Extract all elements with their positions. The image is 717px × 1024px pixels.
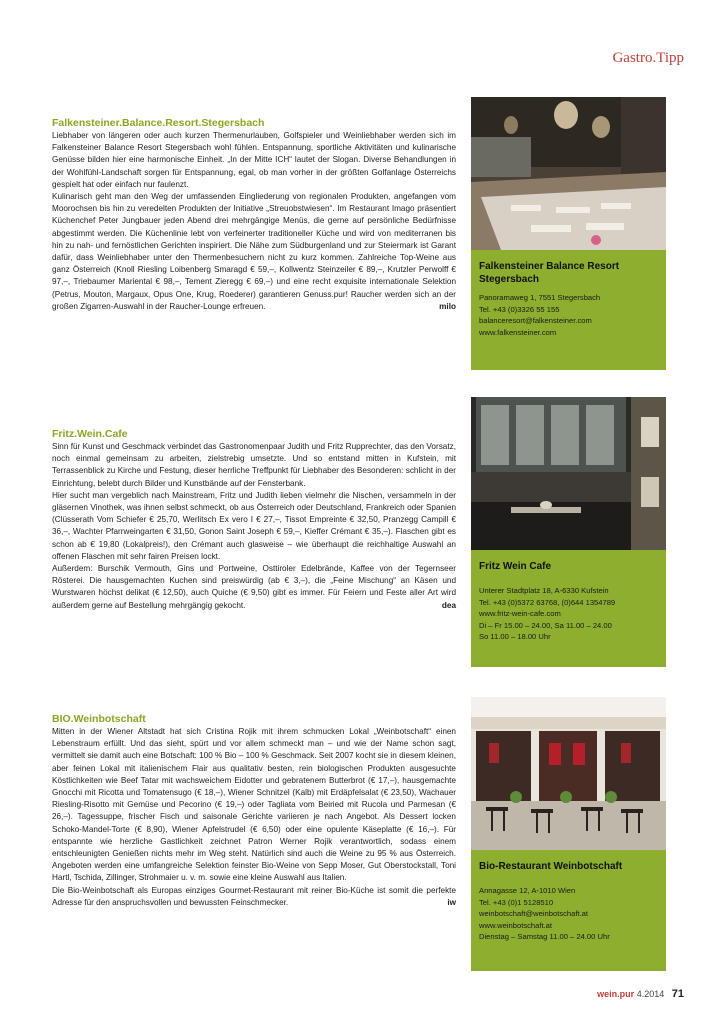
info-box-fritz [471, 397, 666, 667]
author-initials: iw [447, 898, 456, 908]
website-line: www.falkensteiner.com [479, 327, 557, 337]
venue-contact [479, 585, 658, 643]
article-bio-weinbotschaft [52, 713, 456, 909]
article-paragraph: Kulinarisch geht man den Weg der umfassenden Eingliederung von regionalen Produkten, angefangen vom Moorochsen bis hin zu veredelten Produkten der Initiative „Streuobstwiesen“. Im Restaurant Imago präsentiert Küchenchef Peter Jungbauer jeden Abend drei mehrgängige Menüs, die gerne auf persönliche Bedürfnisse abgestimmt werden. Die Küchenlinie lebt von verfeinerter traditioneller Küche und wird von mediterranen bis hin zu nah- und fernöstlichen Gerichten inspiriert. Die Nähe zum Südburgenland und zur Steiermark ist Garant dafür, dass Weinliebhaber unter den Thermenbesuchern nicht zu kurz kommen. Zahlreiche Top-Weine aus ganz Österreich (Knoll Riesling Loibenberg Smaragd € 59,–, Kollwentz Steinzeiler € 89,–, Krutzler Perwolff € 97,–, Triebaumer Mariental € 98,–, Tement Zieregg € 69,–) und eine recht exquisite internationale Selektion (Petrus, Mouton, Margaux, Opus One, Krug, Roederer) garantieren Genuss.pur! Raucher werden sich an der großen Zigarren-Auswahl in der Raucher-Lounge erfreuen. [52, 192, 456, 311]
article-fritz-wein-cafe [52, 428, 456, 612]
photo-illustration [471, 97, 666, 250]
photo-illustration [471, 697, 666, 850]
hours-line: So 11.00 – 18.00 Uhr [479, 632, 551, 642]
hours-line: Dienstag – Samstag 11.00 – 24.00 Uhr [479, 932, 610, 942]
phone-line: Tel. +43 (0)5372 63768, (0)644 1354789 [479, 597, 616, 607]
website-line: www.weinbotschaft.at [479, 920, 553, 930]
article-paragraph: Liebhaber von längeren oder auch kurzen Thermenurlauben, Golfspieler und Weinliebhaber werden sich im Falkensteiner Balance Resort Stegersbach wohl fühlen. Entspannung, sportliche Aktivitäten und kulinarische Genüsse bilden hier eine harmonische Einheit. „In der Mitte ICH“ lautet der Slogan. Diverse Behandlungen in der Wohlfühl-Landschaft sorgen für Entspannung, egal, ob man vorher in der größten Golfanlage Österreichs gespielt hat oder einfach nur faulenzt. [52, 131, 456, 189]
article-body [52, 130, 456, 313]
article-body [52, 726, 456, 909]
info-panel [471, 550, 666, 667]
phone-line: Tel. +43 (0)1 5128510 [479, 897, 554, 907]
website-line: www.fritz-wein-cafe.com [479, 609, 561, 619]
author-initials: dea [441, 600, 456, 610]
article-paragraph: Die Bio-Weinbotschaft als Europas einziges Gourmet-Restaurant mit reiner Bio-Küche ist somit die perfekte Adresse für den anspruchsvollen und bewussten Feinschmecker. [52, 885, 456, 907]
email-line: balanceresort@falkensteiner.com [479, 316, 592, 326]
email-line: weinbotschaft@weinbotschaft.at [479, 909, 589, 919]
article-title: Falkensteiner.Balance.Resort.Stegersbach [52, 117, 265, 129]
info-box-falkensteiner [471, 97, 666, 370]
page-number: 71 [671, 988, 684, 1000]
venue-name: Falkensteiner Balance Resort Stegersbach [479, 261, 620, 285]
restaurant-dining-hall-photo [471, 97, 666, 250]
phone-line: Tel. +43 (0)3326 55 155 [479, 304, 560, 314]
address-line: Annagasse 12, A-1010 Wien [479, 886, 576, 895]
address-line: Panoramaweg 1, 7551 Stegersbach [479, 293, 601, 302]
article-body [52, 441, 456, 612]
section-label: Gastro.Tipp [612, 50, 684, 66]
hours-line: Di – Fr 15.00 – 24.00, Sa 11.00 – 24.00 [479, 620, 612, 630]
info-panel [471, 250, 666, 370]
article-falkensteiner [52, 117, 456, 313]
article-paragraph: Außerdem: Burschik Vermouth, Gins und Portweine, Osttiroler Edelbrände, Kaffee von der Tegernseer Rösterei. Die hausgemachten Kuchen sind preiswürdig (ab € 3,–), die „Feine Mischung“ an Käsen und Wurstwaren höchst delikat (€ 12,50), auch Quiche (€ 9,50) gibt es immer. Für Feiern und Feste aller Art wird außerdem gerne auf Bestellung mehrgängig gekocht. [52, 564, 456, 610]
restaurant-facade-photo [471, 697, 666, 850]
magazine-brand: wein.pur [597, 989, 635, 999]
info-box-weinbotschaft [471, 697, 666, 971]
article-paragraph: Mitten in der Wiener Altstadt hat sich Cristina Rojik mit ihrem schmucken Lokal „Weinbotschaft“ einen Lebenstraum erfüllt. Und das sieht, spürt und vor allem schmeckt man – und wie der Name schon sagt, vermittelt sie damit auch eine Botschaft: 100 % Bio – 100 % Geschmack. Seit 2007 kocht sie in diesem kleinen, aber feinen Lokal mit italienischem Flair aus qualitativ besten, rein biologischen Produkten ausgesuchte Köstlichkeiten wie Beef Tatar mit wachsweichem Eidotter und gebratenem Butterbrot (€ 17,–), hausgemachte Gnocchi mit Ricotta und Tomatensugo (€ 18,–), Wiener Schnitzel (Kalb) mit Erdäpfelsalat (€ 23,50), Wachauer Riesling-Risotto mit Gemüse und Pecorino (€ 19,–) oder Tagliata vom Beiried mit Rucola und Parmesan (€ 26,–). Tagessuppe, frischer Fisch und saisonale Gerichte variieren je nach Angebot. Als Dessert locken Schoko-Mandel-Torte (€ 8,90), Wiener Apfelstrudel (€ 6,50) oder eine opulente Käseplatte (€ 16,–). Für entspannte wie herzliche Gastlichkeit zeichnet Patron Werner Rojik verantwortlich, sodass einem entschleunigten Genießen nichts mehr im Weg steht. Natürlich sind auch die Weine zu 95 % aus Österreich. Angeboten werden eine umfangreiche Selektion feinster Bio-Weine von Sepp Moser, Gut Oberstockstall, Toni Hartl, Tschida, Zillinger, Strohmaier u. v. m. sowie eine kleine Auswahl aus Italien. [52, 727, 456, 883]
venue-contact [479, 885, 658, 943]
address-line: Unterer Stadtplatz 18, A-6330 Kufstein [479, 586, 609, 595]
photo-illustration [471, 397, 666, 550]
article-title: BIO.Weinbotschaft [52, 713, 146, 725]
issue-number: 4.2014 [636, 989, 665, 999]
author-initials: milo [439, 302, 456, 312]
page-footer [597, 988, 684, 1000]
venue-name: Fritz Wein Cafe [479, 561, 552, 572]
article-paragraph: Sinn für Kunst und Geschmack verbindet das Gastronomenpaar Judith und Fritz Rupprechter, das den Vorsatz, noch einmal gemeinsam zu arbeiten, zielstrebig umsetzte. Und so entstand mitten in Kufstein, mit Terrassenblick zu Kirche und Festung, dieser herrliche Treffpunkt für Liebhaber des Besonderen: schlicht in der Einrichtung, belebt durch Bilder und Kunstbände auf der Fensterbank. [52, 442, 456, 488]
article-paragraph: Hier sucht man vergeblich nach Mainstream, Fritz und Judith lieben vielmehr die Nischen, versammeln in der gläsernen Vinothek, was ihnen selbst schmeckt, ob aus Österreich oder Deutschland, Frankreich oder Spanien (Clüsserath Vom Schiefer € 25,70, Werlitsch Ex vero I € 27,–, Tissot Empreinte € 32,50, Pranzegg Campill € 36,–, Wachter Pfarrweingarten € 31,50, Gonon Saint Joseph € 59,–, Kieffer Crémant € 35,–). Flaschen gibt es schon ab € 19,80 (Lokalpreis!), den Crémant auch glasweise – wie überhaupt die reichhaltige Auswahl an offenen Flaschen mit sehr fairen Preisen lockt. [52, 490, 456, 561]
info-panel [471, 850, 666, 971]
article-title: Fritz.Wein.Cafe [52, 428, 128, 440]
venue-name: Bio-Restaurant Weinbotschaft [479, 861, 623, 872]
venue-contact [479, 292, 658, 338]
cafe-interior-photo [471, 397, 666, 550]
